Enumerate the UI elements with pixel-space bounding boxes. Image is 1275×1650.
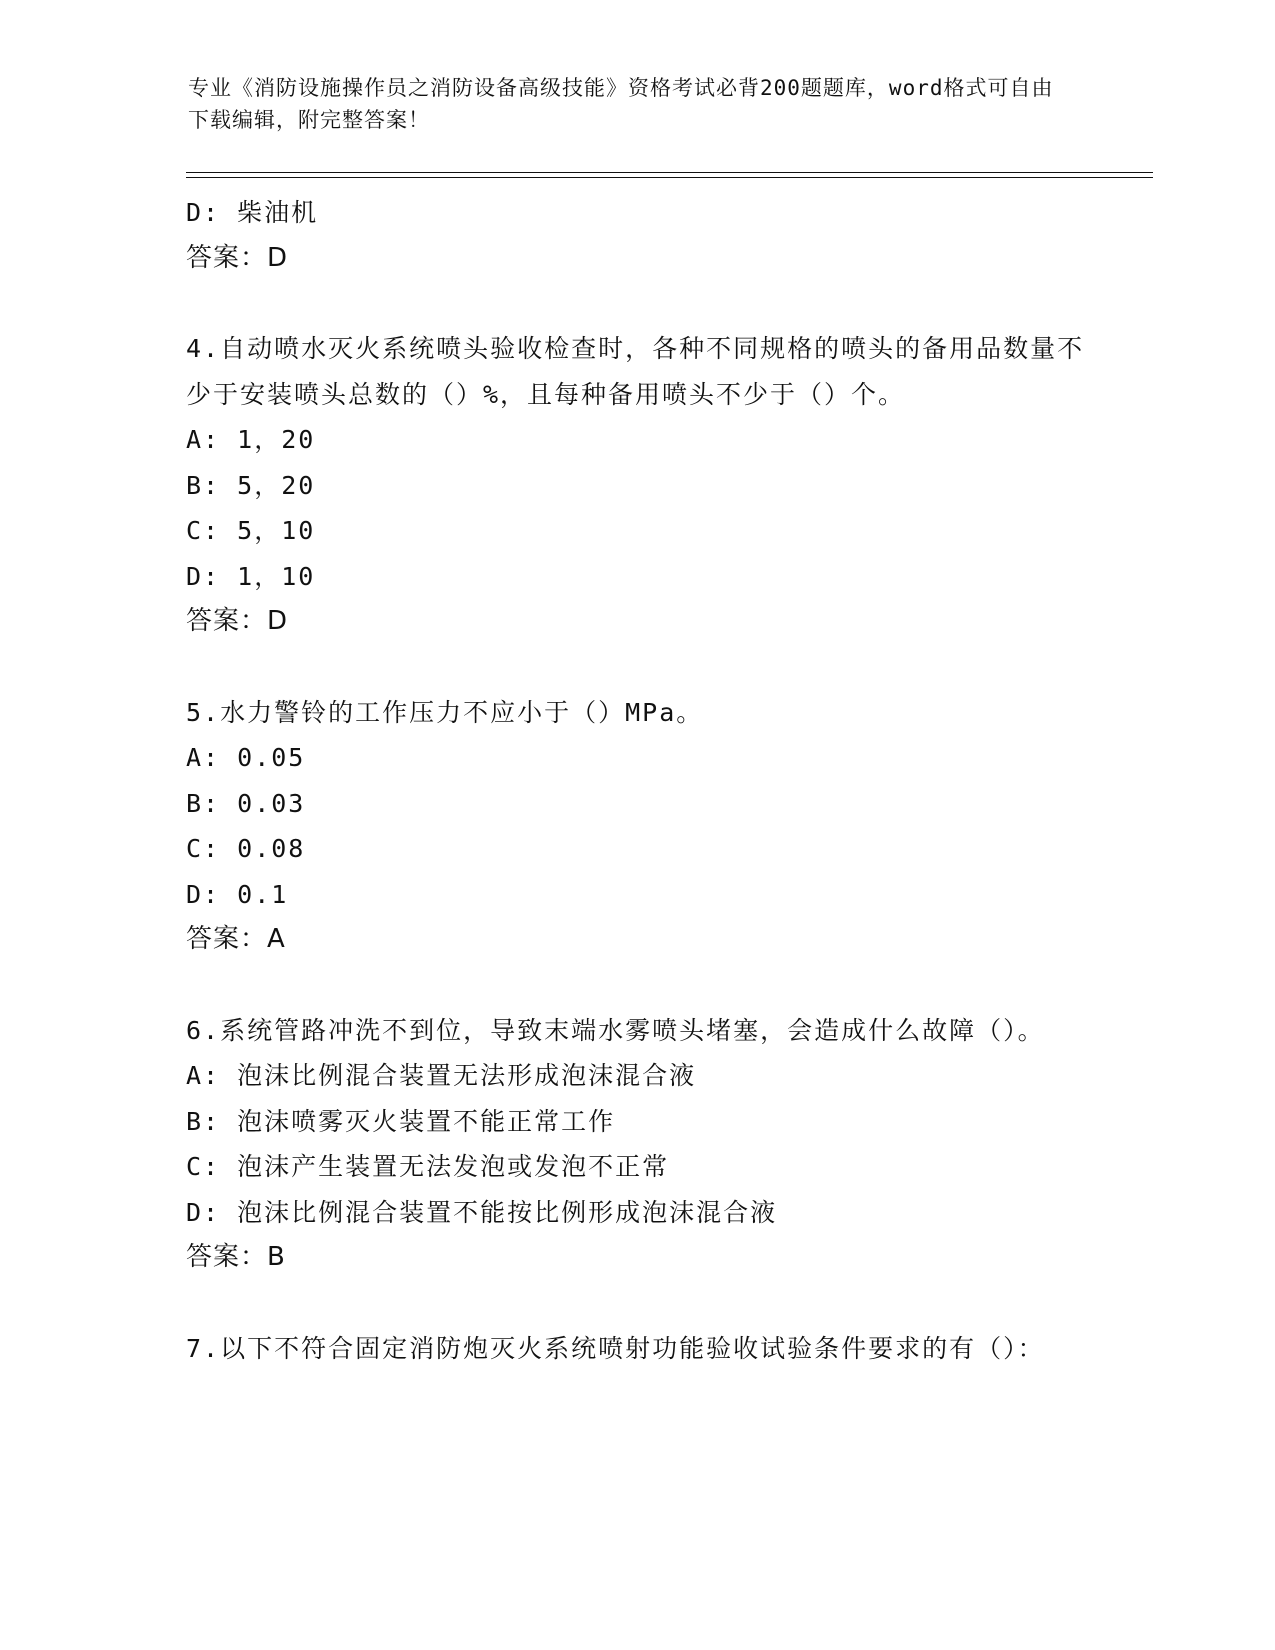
question-4 — [186, 326, 1086, 645]
option-c: C: 0.08 — [186, 834, 306, 863]
header-rule-bottom — [186, 177, 1153, 178]
question-text: 7.以下不符合固定消防炮灭火系统喷射功能验收试验条件要求的有（）： — [186, 1333, 1045, 1363]
option-c: C: 5，10 — [186, 516, 316, 545]
option-d: D: 泡沫比例混合装置不能按比例形成泡沫混合液 — [186, 1197, 778, 1227]
option-b: B: 5，20 — [186, 470, 316, 500]
option-d: D: 0.1 — [186, 879, 289, 909]
question-text: 5.水力警铃的工作压力不应小于（）MPa。 — [186, 697, 704, 727]
answer: 答案：A — [186, 924, 286, 954]
option-d: D: 1，10 — [186, 561, 316, 591]
header-rule-top — [186, 172, 1153, 173]
question-7 — [186, 1326, 1086, 1372]
option-d: D: 柴油机 — [186, 198, 319, 227]
question-text: 6.系统管路冲洗不到位，导致末端水雾喷头堵塞，会造成什么故障（）。 — [186, 1015, 1045, 1045]
option-b: B: 0.03 — [186, 788, 306, 818]
answer: 答案：D — [186, 242, 289, 273]
answer: 答案：B — [186, 1242, 286, 1272]
question-text: 4.自动喷水灭火系统喷头验收检查时，各种不同规格的喷头的备用品数量不少于安装喷头总数的（）%，且每种备用喷头不少于（）个。 — [186, 334, 1085, 409]
option-a: A: 1，20 — [186, 425, 316, 454]
option-a: A: 0.05 — [186, 743, 306, 772]
option-b: B: 泡沫喷雾灭火装置不能正常工作 — [186, 1106, 616, 1136]
question-content — [186, 190, 1086, 1371]
question-6 — [186, 1008, 1086, 1281]
question-5 — [186, 690, 1086, 963]
document-header: 专业《消防设施操作员之消防设备高级技能》资格考试必背200题题库，word格式可自由下载编辑，附完整答案！ — [188, 76, 1054, 132]
option-c: C: 泡沫产生装置无法发泡或发泡不正常 — [186, 1152, 670, 1181]
option-a: A: 泡沫比例混合装置无法形成泡沫混合液 — [186, 1061, 697, 1090]
answer: 答案：D — [186, 606, 289, 636]
